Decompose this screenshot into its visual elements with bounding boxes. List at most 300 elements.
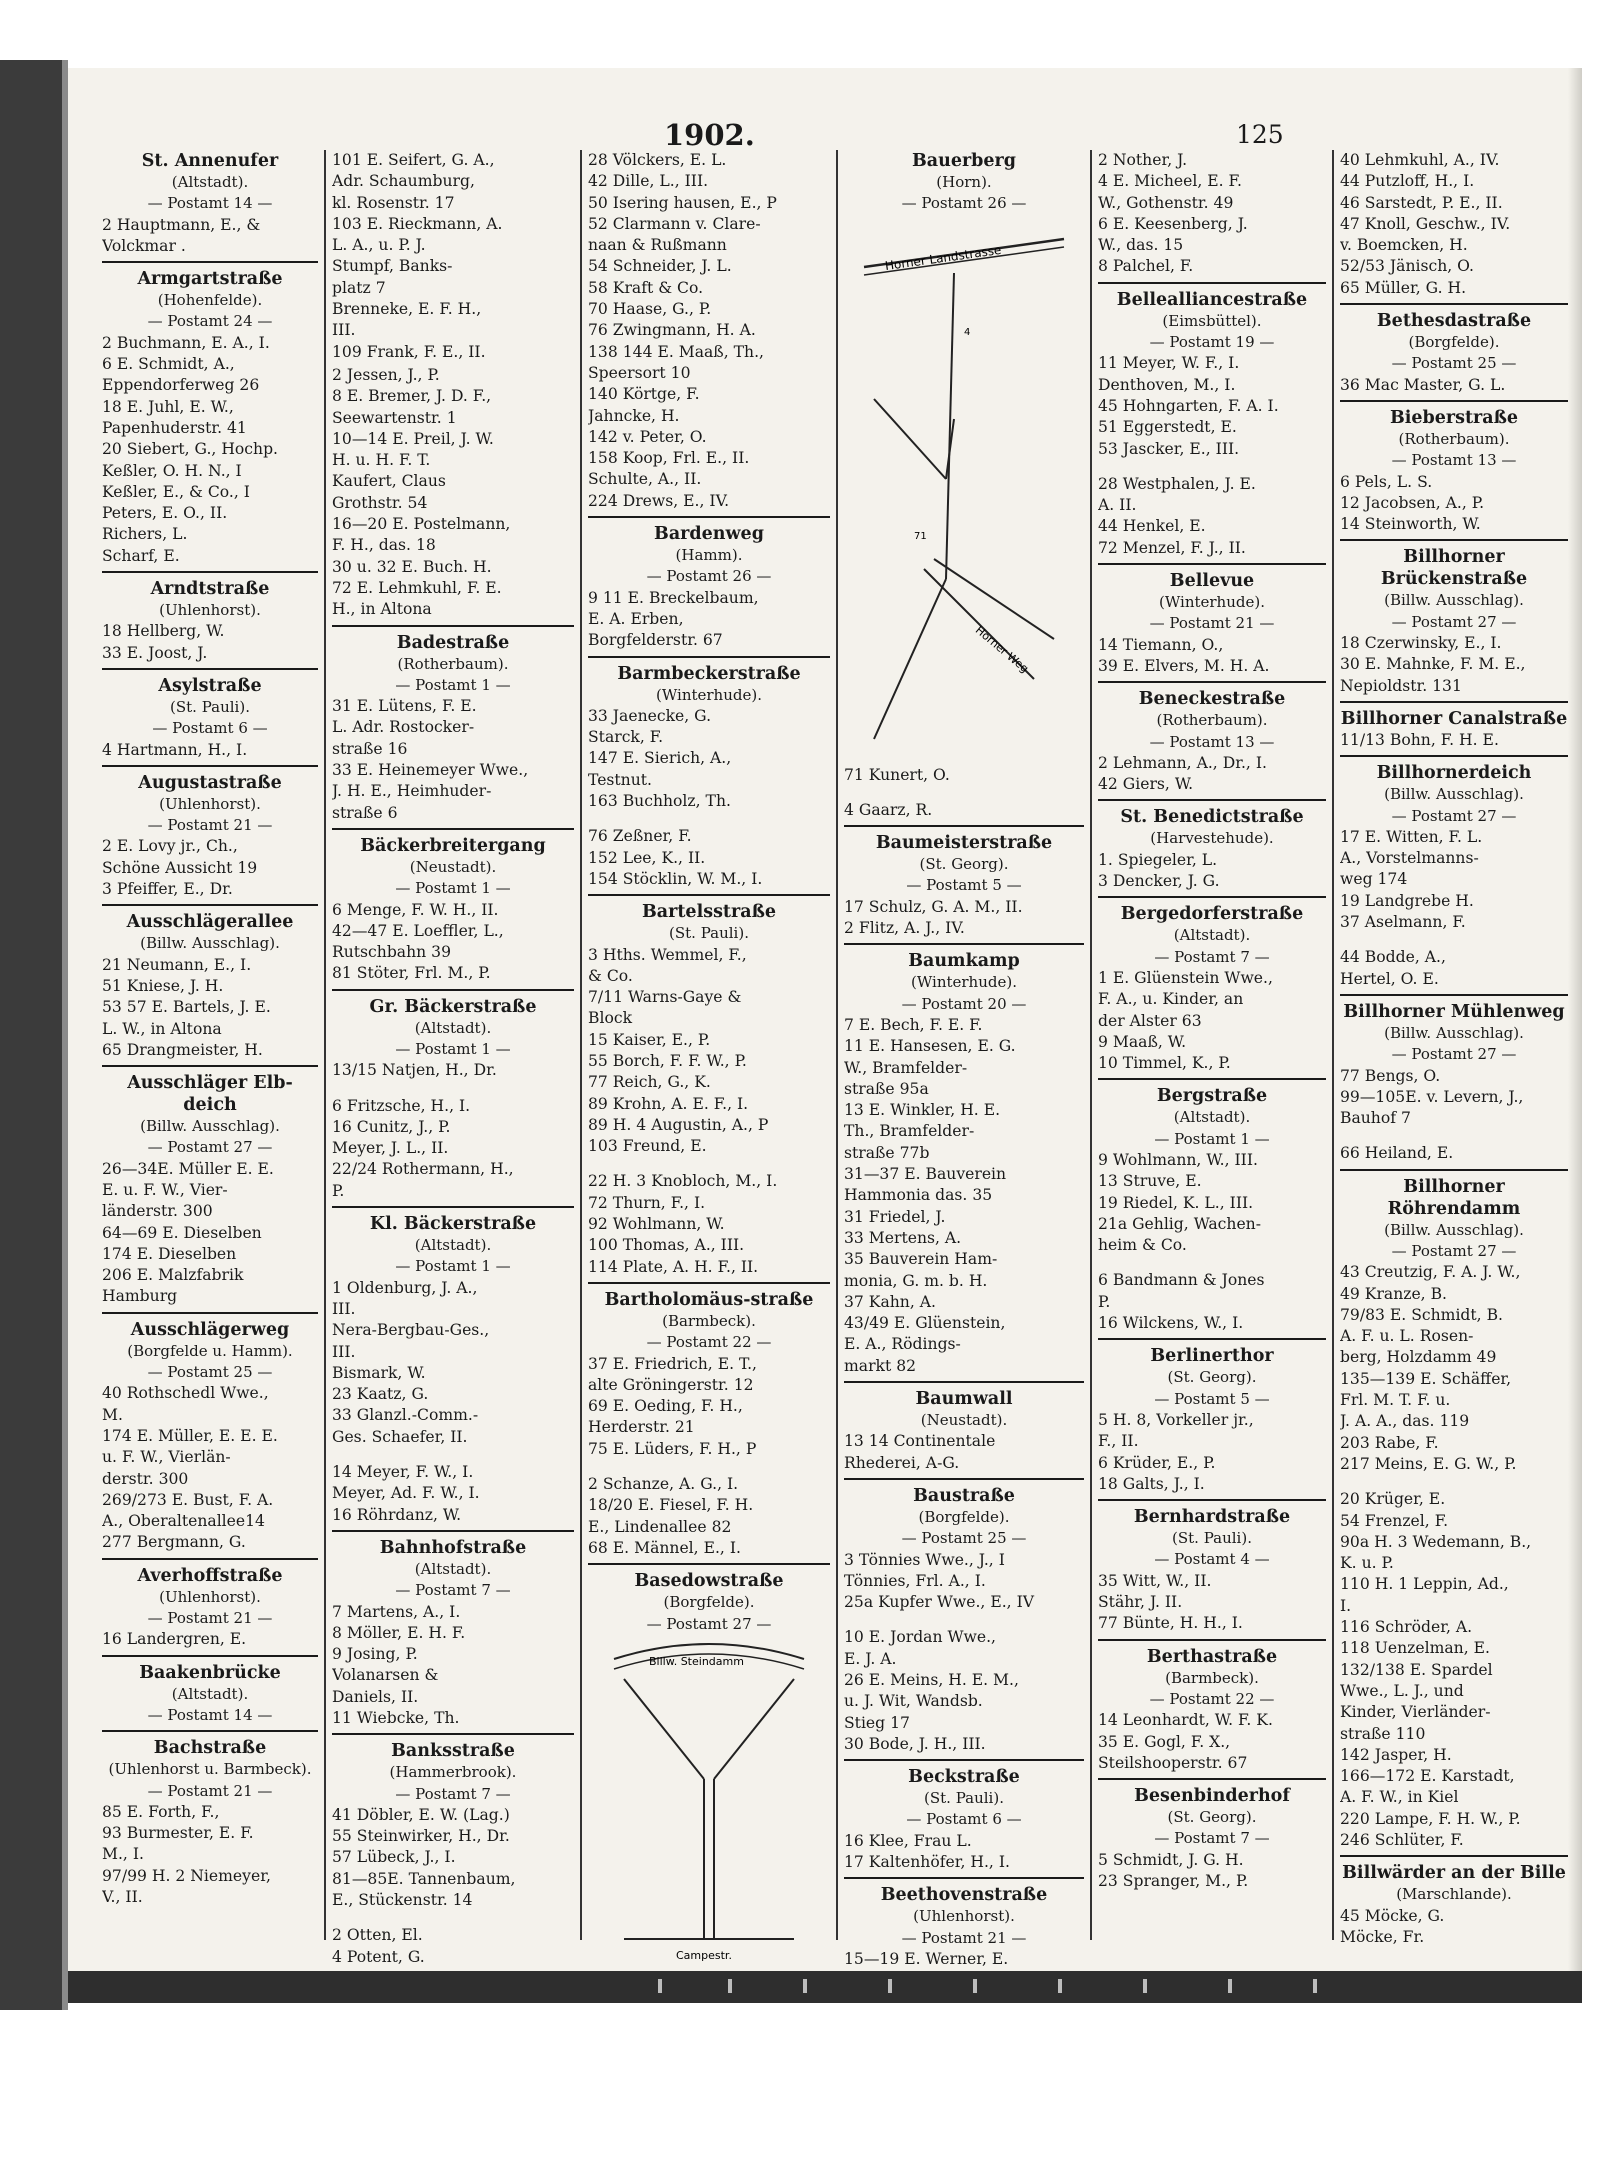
resident-line: 142 v. Peter, O. — [588, 427, 707, 446]
resident-line: 3 Pfeiffer, E., Dr. — [102, 880, 233, 899]
street-entry — [1098, 1338, 1326, 1495]
resident-line: 39 E. Elvers, M. H. A. — [1098, 656, 1270, 675]
street-entry — [1340, 994, 1568, 1165]
resident-line: 42—47 E. Loeffler, L., — [332, 921, 504, 940]
strip-tick — [888, 1979, 892, 1993]
resident-line: weg 174 — [1340, 870, 1408, 889]
district: (Borgfelde). — [1408, 333, 1500, 352]
resident-line: 7/11 Warns-Gaye & — [588, 988, 742, 1007]
resident-line: straße 95a — [844, 1079, 929, 1098]
resident-line: 4 E. Micheel, E. F. — [1098, 172, 1242, 191]
postamt: — Postamt 13 — — [1391, 451, 1517, 470]
resident-line: 5 Schmidt, J. G. H. — [1098, 1850, 1244, 1869]
resident-line: 18 Hellberg, W. — [102, 622, 225, 641]
postamt: — Postamt 27 — — [1391, 1045, 1517, 1064]
resident-line: J. H. E., Heimhuder- — [332, 782, 492, 801]
entry-separator — [1098, 896, 1326, 898]
street-entry — [102, 1655, 318, 1727]
district: (Billw. Ausschlag). — [140, 1117, 280, 1136]
strip-tick — [1313, 1979, 1317, 1993]
postamt: — Postamt 1 — — [395, 879, 511, 898]
street-name: Bartholomäus-straße — [604, 1289, 814, 1310]
resident-line: 2 Otten, El. — [332, 1926, 423, 1945]
entry-separator — [844, 1478, 1084, 1480]
resident-line: 16 Cunitz, J., P. — [332, 1117, 451, 1136]
resident-line: J. A. A., das. 119 — [1340, 1412, 1470, 1431]
postamt: — Postamt 6 — — [152, 719, 268, 738]
book-binding — [0, 60, 62, 2010]
resident-line: 23 Kaatz, G. — [332, 1385, 429, 1404]
resident-line: 72 Menzel, F. J., II. — [1098, 538, 1246, 557]
postamt: — Postamt 26 — — [646, 567, 772, 586]
resident-line: 21 Neumann, E., I. — [102, 955, 252, 974]
district: (Neustadt). — [920, 1411, 1008, 1430]
resident-line: Brenneke, E. F. H., — [332, 300, 482, 319]
street-name: Bethesdastraße — [1376, 311, 1532, 332]
postamt: — Postamt 14 — — [147, 194, 273, 213]
entry-separator — [844, 1381, 1084, 1383]
resident-line: III. — [332, 321, 356, 340]
resident-line: Papenhuderstr. 41 — [102, 418, 247, 437]
resident-line: 14 Steinworth, W. — [1340, 515, 1481, 534]
resident-line: 114 Plate, A. H. F., II. — [588, 1257, 759, 1276]
resident-line: 33 E. Heinemeyer Wwe., — [332, 761, 529, 780]
spacer — [1340, 1129, 1568, 1143]
entry-separator — [332, 828, 574, 830]
resident-line: Adr. Schaumburg, — [332, 172, 475, 191]
district: (Hammerbrook). — [389, 1763, 517, 1782]
postamt: — Postamt 22 — — [1149, 1689, 1275, 1708]
spacer — [588, 812, 830, 826]
street-entry — [332, 1530, 574, 1729]
resident-line: 68 E. Männel, E., I. — [588, 1538, 741, 1557]
bauerberg-street-map — [854, 219, 1074, 759]
resident-line: 42 Giers, W. — [1098, 775, 1194, 794]
entry-separator — [332, 625, 574, 627]
resident-line: Rutschbahn 39 — [332, 943, 451, 962]
resident-line: 57 Lübeck, J., I. — [332, 1848, 456, 1867]
street-entry — [332, 365, 574, 621]
postamt: — Postamt 25 — — [147, 1363, 273, 1382]
column-divider — [580, 150, 582, 1940]
resident-line: 140 Körtge, F. — [588, 385, 700, 404]
street-name: Bergstraße — [1156, 1086, 1268, 1107]
resident-line: 6 Bandmann & Jones — [1098, 1271, 1265, 1290]
resident-line: H., in Altona — [332, 600, 432, 619]
district: (Winterhude). — [656, 685, 762, 704]
resident-line: 89 Krohn, A. E. F., I. — [588, 1094, 749, 1113]
spacer — [332, 1448, 574, 1462]
entry-separator — [332, 989, 574, 991]
resident-line: 64—69 E. Dieselben — [102, 1223, 262, 1242]
resident-line: 55 Steinwirker, H., Dr. — [332, 1827, 510, 1846]
resident-line: 174 E. Müller, E. E. E. — [102, 1426, 278, 1445]
resident-line: 53 57 E. Bartels, J. E. — [102, 998, 271, 1017]
district: (Altstadt). — [414, 1236, 492, 1255]
resident-line: A. F. u. L. Rosen- — [1340, 1327, 1474, 1346]
street-entry — [844, 825, 1084, 939]
street-entry — [102, 765, 318, 900]
resident-line: 16 Röhrdanz, W. — [332, 1505, 462, 1524]
resident-line: 220 Lampe, F. H. W., P. — [1340, 1809, 1521, 1828]
street-name: St. Annenufer — [141, 151, 279, 171]
street-name: Bieberstraße — [1389, 407, 1519, 428]
resident-line: I. — [1340, 1596, 1352, 1615]
postamt: — Postamt 26 — — [901, 194, 1027, 213]
district: (Winterhude). — [1159, 593, 1265, 612]
district: (Uhlenhorst). — [159, 601, 261, 620]
resident-line: 9 Maaß, W. — [1098, 1032, 1187, 1051]
entry-separator — [332, 1530, 574, 1532]
resident-line: 37 E. Friedrich, E. T., — [588, 1354, 758, 1373]
resident-line: 45 Hohngarten, F. A. I. — [1098, 396, 1279, 415]
district: (Altstadt). — [1173, 926, 1251, 945]
resident-line: K. u. P. — [1340, 1554, 1394, 1573]
resident-line: 13 Struve, E. — [1098, 1172, 1202, 1191]
resident-line: 77 Bünte, H. H., I. — [1098, 1614, 1243, 1633]
resident-line: 103 E. Rieckmann, A. — [332, 214, 503, 233]
resident-line: Block — [588, 1009, 633, 1028]
postamt: — Postamt 5 — — [906, 876, 1022, 895]
resident-line: 35 E. Gogl, F. X., — [1098, 1732, 1231, 1751]
resident-line: Scharf, E. — [102, 546, 180, 565]
district: (St. Georg). — [1167, 1808, 1257, 1827]
resident-line: heim & Co. — [1098, 1236, 1187, 1255]
street-entry — [1098, 1778, 1326, 1892]
district: (Altstadt). — [414, 1559, 492, 1578]
resident-line: 89 H. 4 Augustin, A., P — [588, 1115, 769, 1134]
resident-line: 11 Meyer, W. F., I. — [1098, 354, 1240, 373]
street-entry — [332, 1733, 574, 1968]
strip-tick — [1228, 1979, 1232, 1993]
resident-line: 22/24 Rothermann, H., — [332, 1160, 514, 1179]
column-divider — [324, 150, 326, 1940]
resident-line: L. Adr. Rostocker- — [332, 718, 475, 737]
street-entry — [1098, 1639, 1326, 1774]
resident-line: 6 Pels, L. S. — [1340, 472, 1433, 491]
resident-line: alte Gröningerstr. 12 — [588, 1375, 754, 1394]
resident-line: 43/49 E. Glüenstein, — [844, 1314, 1006, 1333]
strip-tick — [658, 1979, 662, 1993]
resident-line: 44 Putzloff, H., I. — [1340, 172, 1475, 191]
district: (Billw. Ausschlag). — [1384, 591, 1524, 610]
resident-line: 41 Döbler, E. W. (Lag.) — [332, 1805, 510, 1824]
resident-line: u. F. W., Vierlän- — [102, 1448, 231, 1467]
street-entry — [102, 261, 318, 567]
resident-line: 7 Martens, A., I. — [332, 1602, 461, 1621]
entry-separator — [588, 656, 830, 658]
street-name: Billhorner Brückenstraße — [1380, 547, 1528, 590]
resident-line: 30 E. Mahnke, F. M. E., — [1340, 655, 1526, 674]
street-entry — [1340, 400, 1568, 535]
resident-line: 6 E. Keesenberg, J. — [1098, 214, 1248, 233]
column-divider — [836, 150, 838, 1940]
resident-line: 11 Wiebcke, Th. — [332, 1709, 460, 1727]
resident-line: Möcke, Fr. — [1340, 1927, 1425, 1946]
resident-line: naan & Rußmann — [588, 236, 727, 255]
map-road — [934, 559, 1054, 639]
street-name: Averhoffstraße — [137, 1565, 283, 1586]
resident-line: L. W., in Altona — [102, 1019, 222, 1038]
resident-line: 142 Jasper, H. — [1340, 1745, 1452, 1764]
resident-line: 42 Dille, L., III. — [588, 172, 709, 191]
postamt: — Postamt 1 — — [395, 1039, 511, 1058]
resident-line: 81—85E. Tannenbaum, — [332, 1869, 516, 1888]
resident-line: 37 Kahn, A. — [844, 1292, 936, 1311]
street-entry — [332, 625, 574, 824]
resident-line: E. A. Erben, — [588, 609, 684, 628]
resident-line: Daniels, II. — [332, 1687, 419, 1706]
entry-separator — [102, 765, 318, 767]
resident-line: Steilshooperstr. 67 — [1098, 1753, 1248, 1772]
street-name: Billhorner Röhrendamm — [1387, 1176, 1521, 1219]
district: (Altstadt). — [1173, 1108, 1251, 1127]
street-name: Bahnhofstraße — [379, 1537, 527, 1558]
resident-line: L. A., u. P. J. — [332, 236, 426, 255]
street-entry — [102, 150, 318, 257]
street-name: Bardenweg — [654, 524, 764, 545]
resident-line: 118 Uenzelman, E. — [1340, 1639, 1490, 1658]
postamt: — Postamt 21 — — [901, 1928, 1027, 1947]
resident-line: F. A., u. Kinder, an — [1098, 990, 1244, 1009]
resident-line: 2 Flitz, A. J., IV. — [844, 919, 965, 938]
entry-separator — [588, 1563, 830, 1565]
street-entry — [1340, 150, 1568, 299]
resident-line: 8 E. Bremer, J. D. F., — [332, 387, 492, 406]
resident-line: monia, G. m. b. H. — [844, 1271, 988, 1290]
street-entry — [844, 943, 1084, 1377]
postamt: — Postamt 7 — — [1154, 1829, 1270, 1848]
resident-line: 154 Stöcklin, W. M., I. — [588, 869, 763, 888]
district: (Uhlenhorst u. Barmbeck). — [108, 1760, 312, 1779]
street-name: Bellevue — [1169, 571, 1255, 592]
postamt: — Postamt 27 — — [1391, 1241, 1517, 1260]
district: (Billw. Ausschlag). — [1384, 785, 1524, 804]
column-3 — [588, 150, 830, 1975]
resident-line: F. H., das. 18 — [332, 536, 436, 555]
district: (Rotherbaum). — [397, 654, 509, 673]
resident-line: 19 Landgrebe H. — [1340, 891, 1474, 910]
entry-separator — [1098, 1338, 1326, 1340]
page-edge-shade — [1568, 68, 1582, 2003]
street-entry — [332, 150, 574, 363]
resident-line: 31 Friedel, J. — [844, 1207, 946, 1226]
district: (Billw. Ausschlag). — [1384, 1220, 1524, 1239]
entry-separator — [102, 1065, 318, 1067]
map-road — [714, 1679, 794, 1779]
street-name: Baakenbrücke — [139, 1662, 281, 1683]
district: (Hamm). — [675, 546, 743, 565]
street-name: Billwärder an der Bille — [1342, 1863, 1566, 1884]
postamt: — Postamt 7 — — [1154, 947, 1270, 966]
street-name: Baumkamp — [908, 951, 1020, 972]
resident-line: 2 Buchmann, E. A., I. — [102, 333, 270, 352]
resident-line: 17 E. Witten, F. L. — [1340, 827, 1483, 846]
postamt: — Postamt 1 — — [395, 675, 511, 694]
resident-line: 152 Lee, K., II. — [588, 848, 706, 867]
strip-tick — [973, 1979, 977, 1993]
resident-line: 53 Jascker, E., III. — [1098, 439, 1240, 458]
street-entry — [1340, 755, 1568, 990]
street-name: Ausschläger Elb-deich — [127, 1073, 293, 1116]
district: (Borgfelde). — [663, 1593, 755, 1612]
entry-separator — [332, 1206, 574, 1208]
resident-line: Borgfelderstr. 67 — [588, 631, 723, 650]
entry-separator — [588, 516, 830, 518]
postamt: — Postamt 22 — — [646, 1333, 772, 1352]
district: (Winterhude). — [911, 973, 1017, 992]
resident-line: 3 Dencker, J. G. — [1098, 872, 1220, 891]
entry-separator — [844, 825, 1084, 827]
resident-line: 4 Hartmann, H., I. — [102, 740, 248, 759]
resident-line: 2 E. Lovy jr., Ch., — [102, 837, 238, 856]
resident-line: 14 Leonhardt, W. F. K. — [1098, 1711, 1273, 1730]
resident-line: straße 16 — [332, 739, 408, 758]
resident-line: 277 Bergmann, G. — [102, 1533, 246, 1552]
resident-line: III. — [332, 1342, 356, 1361]
street-name: Bellealliancestraße — [1116, 289, 1308, 310]
district: (Barmbeck). — [662, 1311, 756, 1330]
resident-line: 75 E. Lüders, F. H., P — [588, 1439, 757, 1458]
resident-line: Th., Bramfelder- — [844, 1122, 975, 1141]
district: (Borgfelde u. Hamm). — [127, 1341, 293, 1360]
resident-line: Frl. M. T. F. u. — [1340, 1391, 1451, 1410]
street-name: Berlinerthor — [1150, 1346, 1274, 1367]
resident-line: Volckmar . — [102, 236, 186, 255]
resident-line: 217 Meins, E. G. W., P. — [1340, 1454, 1517, 1473]
strip-tick — [728, 1979, 732, 1993]
resident-line: 18 E. Juhl, E. W., — [102, 397, 234, 416]
resident-line: E. J. A. — [844, 1649, 897, 1668]
map-number-right: 4 — [964, 326, 971, 338]
resident-line: A., Vorstelmanns- — [1340, 849, 1479, 868]
street-name: Bachstraße — [153, 1738, 267, 1759]
resident-line: M., I. — [102, 1845, 144, 1864]
resident-line: H. u. H. F. T. — [332, 451, 431, 470]
resident-line: straße 6 — [332, 803, 398, 822]
district: (St. Pauli). — [170, 697, 250, 716]
resident-line: 15—19 E. Werner, E. — [844, 1949, 1009, 1968]
entry-separator — [102, 1312, 318, 1314]
resident-line: 116 Schröder, A. — [1340, 1618, 1473, 1637]
column-1 — [102, 150, 318, 1910]
resident-line: W., Bramfelder- — [844, 1058, 968, 1077]
resident-line: A. II. — [1098, 496, 1137, 515]
page-number: 125 — [1236, 120, 1284, 149]
resident-line: 3 Hths. Wemmel, F., — [588, 945, 747, 964]
street-name: St. Benedictstraße — [1120, 807, 1304, 828]
resident-line: 66 Heiland, E. — [1340, 1144, 1454, 1163]
street-entry — [1098, 282, 1326, 559]
street-name: Banksstraße — [391, 1741, 515, 1762]
resident-line: 4 Potent, G. — [332, 1947, 425, 1966]
resident-line: 174 E. Dieselben — [102, 1244, 237, 1263]
resident-line: F., II. — [1098, 1432, 1139, 1451]
street-entry — [1098, 1078, 1326, 1334]
entry-separator — [1340, 701, 1568, 703]
district: (Billw. Ausschlag). — [140, 934, 280, 953]
street-entry — [588, 1563, 830, 1969]
resident-line: Testnut. — [588, 770, 652, 789]
resident-line: 4 Gaarz, R. — [844, 800, 933, 819]
resident-line: platz 7 — [332, 278, 386, 297]
street-name: Berthastraße — [1146, 1646, 1278, 1667]
resident-line: 20 Siebert, G., Hochp. — [102, 440, 279, 459]
resident-line: 33 Glanzl.-Comm.- — [332, 1406, 479, 1425]
resident-line: 33 Jaenecke, G. — [588, 706, 712, 725]
resident-line: 2 Lehmann, A., Dr., I. — [1098, 753, 1267, 772]
directory-page — [68, 68, 1582, 2003]
resident-line: Starck, F. — [588, 728, 664, 747]
resident-line: 33 Mertens, A. — [844, 1228, 962, 1247]
resident-line: 40 Rothschedl Wwe., — [102, 1384, 269, 1403]
spacer — [588, 1157, 830, 1171]
resident-line: berg, Holzdamm 49 — [1340, 1348, 1497, 1367]
resident-line: 8 Möller, E. H. F. — [332, 1623, 466, 1642]
street-name: Beneckestraße — [1138, 689, 1286, 710]
map-road — [624, 1679, 704, 1779]
resident-line: 15 Kaiser, E., P. — [588, 1030, 711, 1049]
entry-separator — [102, 904, 318, 906]
street-entry — [332, 989, 574, 1202]
resident-line: 16 Wilckens, W., I. — [1098, 1314, 1244, 1333]
resident-line: 2 Jessen, J., P. — [332, 365, 440, 384]
street-name: Baustraße — [913, 1485, 1015, 1506]
entry-separator — [102, 1558, 318, 1560]
street-name: Ausschlägerweg — [130, 1319, 290, 1340]
resident-line: 13/15 Natjen, H., Dr. — [332, 1061, 497, 1080]
street-entry — [844, 150, 1084, 759]
column-2 — [332, 150, 574, 1970]
street-entry — [102, 1312, 318, 1554]
resident-line: 138 144 E. Maaß, Th., — [588, 342, 764, 361]
entry-separator — [1098, 282, 1326, 284]
district: (Uhlenhorst). — [159, 1587, 261, 1606]
district: (Barmbeck). — [1165, 1668, 1259, 1687]
entry-separator — [1098, 1499, 1326, 1501]
postamt: — Postamt 6 — — [906, 1810, 1022, 1829]
entry-separator — [1098, 1778, 1326, 1780]
resident-line: 8 Palchel, F. — [1098, 257, 1194, 276]
street-name: Billhornerdeich — [1376, 763, 1532, 784]
entry-separator — [102, 571, 318, 573]
column-6 — [1340, 150, 1568, 1950]
resident-line: 109 Frank, F. E., II. — [332, 342, 486, 361]
resident-line: Herderstr. 21 — [588, 1418, 695, 1437]
district: (Rotherbaum). — [1398, 429, 1510, 448]
resident-line: der Alster 63 — [1098, 1011, 1202, 1030]
resident-line: 246 Schlüter, F. — [1340, 1831, 1464, 1849]
postamt: — Postamt 25 — — [1391, 354, 1517, 373]
resident-line: länderstr. 300 — [102, 1202, 213, 1221]
map-label-bottom: Campestr. — [676, 1948, 732, 1962]
resident-line: Stieg 17 — [844, 1713, 910, 1732]
resident-line: straße 77b — [844, 1143, 930, 1162]
street-entry — [1098, 1499, 1326, 1634]
street-name: Bartelsstraße — [642, 902, 776, 923]
map-road — [874, 399, 946, 479]
resident-line: Rhederei, A-G. — [844, 1453, 960, 1472]
resident-line: 2 Hauptmann, E., & — [102, 215, 261, 234]
resident-line: 10 Timmel, K., P. — [1098, 1054, 1231, 1073]
resident-line: kl. Rosenstr. 17 — [332, 193, 455, 212]
district: (Marschlande). — [1396, 1885, 1512, 1904]
spacer — [844, 786, 1084, 800]
entry-separator — [1340, 1855, 1568, 1857]
street-name: Baumwall — [915, 1389, 1013, 1410]
resident-line: 50 Isering hausen, E., P — [588, 193, 777, 212]
district: (Billw. Ausschlag). — [1384, 1023, 1524, 1042]
